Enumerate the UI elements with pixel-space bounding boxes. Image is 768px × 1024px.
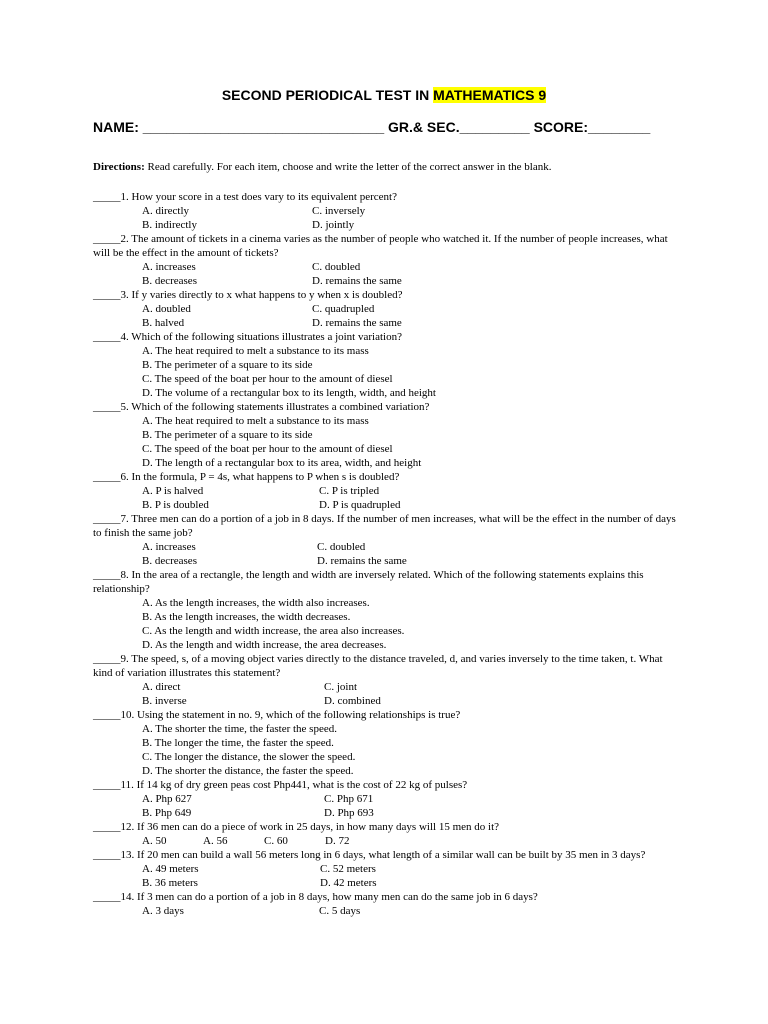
option: B. 36 meters — [142, 877, 198, 889]
question-stem: _____4. Which of the following situations illustrates a joint variation? — [93, 331, 402, 343]
options — [142, 680, 683, 708]
option: A. As the length increases, the width also increases. — [142, 597, 370, 609]
options — [142, 414, 683, 470]
option: D. The length of a rectangular box to its area, width, and height — [142, 457, 422, 469]
options — [142, 344, 683, 400]
options — [142, 484, 683, 512]
option: D. 72 — [325, 835, 350, 847]
option: C. P is tripled — [319, 485, 380, 497]
option: A. Php 627 — [142, 793, 192, 805]
directions — [93, 161, 551, 173]
question-5 — [93, 400, 683, 470]
option: A. directly — [142, 205, 190, 217]
question-stem: _____6. In the formula, P = 4s, what happens to P when s is doubled? — [93, 471, 400, 483]
question-stem: _____11. If 14 kg of dry green peas cost Php441, what is the cost of 22 kg of pulses? — [93, 779, 468, 791]
question-6 — [93, 470, 683, 512]
option: A. increases — [142, 261, 196, 273]
title-subject-highlight: MATHEMATICS 9 — [433, 87, 547, 103]
question-13 — [93, 848, 683, 890]
question-4 — [93, 330, 683, 400]
option: A. P is halved — [142, 485, 204, 497]
option: D. remains the same — [317, 555, 407, 567]
question-stem: _____5. Which of the following statements illustrates a combined variation? — [93, 401, 430, 413]
option: A. direct — [142, 681, 181, 693]
page-title — [0, 87, 768, 103]
question-stem: _____8. In the area of a rectangle, the length and width are inversely related. Which of the following statements explains this relationship? — [93, 569, 644, 595]
option: A. doubled — [142, 303, 191, 315]
question-2 — [93, 232, 683, 288]
option: D. combined — [324, 695, 381, 707]
question-stem: _____3. If y varies directly to x what happens to y when x is doubled? — [93, 289, 403, 301]
option: D. As the length and width increase, the area decreases. — [142, 639, 387, 651]
option: C. 5 days — [319, 905, 361, 917]
option: C. The speed of the boat per hour to the amount of diesel — [142, 373, 393, 385]
option: D. remains the same — [312, 275, 402, 287]
option: D. remains the same — [312, 317, 402, 329]
option: B. The perimeter of a square to its side — [142, 359, 313, 371]
option: B. The longer the time, the faster the speed. — [142, 737, 334, 749]
question-1 — [93, 190, 683, 232]
options — [142, 834, 683, 848]
option: C. 60 — [264, 835, 288, 847]
option: A. 50 — [142, 835, 167, 847]
question-8 — [93, 568, 683, 652]
option: B. decreases — [142, 555, 197, 567]
question-list — [93, 190, 683, 918]
option: B. As the length increases, the width decreases. — [142, 611, 351, 623]
option: C. 52 meters — [320, 863, 376, 875]
option: C. inversely — [312, 205, 366, 217]
option: A. The shorter the time, the faster the speed. — [142, 723, 337, 735]
option: A. increases — [142, 541, 196, 553]
option: D. P is quadrupled — [319, 499, 401, 511]
name-section-score-line: NAME: _______________________________ GR.& SEC._________ SCORE:________ — [93, 119, 651, 135]
question-10 — [93, 708, 683, 778]
option: C. joint — [324, 681, 358, 693]
option: A. 3 days — [142, 905, 184, 917]
question-stem: _____7. Three men can do a portion of a job in 8 days. If the number of men increases, what will be the effect in the number of days to finish the same job? — [93, 513, 676, 539]
option: D. The volume of a rectangular box to its length, width, and height — [142, 387, 436, 399]
option: B. inverse — [142, 695, 187, 707]
options — [142, 302, 683, 330]
option: C. quadrupled — [312, 303, 375, 315]
option: B. Php 649 — [142, 807, 192, 819]
option: A. The heat required to melt a substance to its mass — [142, 415, 369, 427]
option: C. Php 671 — [324, 793, 374, 805]
question-7 — [93, 512, 683, 568]
option: C. The speed of the boat per hour to the amount of diesel — [142, 443, 393, 455]
option: C. doubled — [317, 541, 366, 553]
directions-label: Directions: — [93, 161, 145, 173]
option: B. halved — [142, 317, 185, 329]
question-stem: _____9. The speed, s, of a moving object varies directly to the distance traveled, d, and varies inversely to the time taken, t. What kind of variation illustrates this statement? — [93, 653, 663, 679]
question-3 — [93, 288, 683, 330]
question-11 — [93, 778, 683, 820]
question-12 — [93, 820, 683, 848]
option: C. doubled — [312, 261, 361, 273]
option: A. 56 — [203, 835, 228, 847]
option: D. 42 meters — [320, 877, 377, 889]
options — [142, 722, 683, 778]
question-stem: _____10. Using the statement in no. 9, which of the following relationships is true? — [93, 709, 461, 721]
options — [142, 862, 683, 890]
directions-text: Read carefully. For each item, choose and write the letter of the correct answer in the blank. — [144, 161, 552, 173]
option: A. The heat required to melt a substance to its mass — [142, 345, 369, 357]
question-9 — [93, 652, 683, 708]
title-prefix: SECOND PERIODICAL TEST IN — [221, 87, 434, 103]
question-14 — [93, 890, 683, 918]
option: C. The longer the distance, the slower the speed. — [142, 751, 356, 763]
option: B. The perimeter of a square to its side — [142, 429, 313, 441]
options — [142, 792, 683, 820]
question-stem: _____2. The amount of tickets in a cinema varies as the number of people who watched it. If the number of people increases, what will be the effect in the amount of tickets? — [93, 233, 668, 259]
option: B. decreases — [142, 275, 197, 287]
question-stem: _____12. If 36 men can do a piece of work in 25 days, in how many days will 15 men do it? — [93, 821, 500, 833]
option: D. The shorter the distance, the faster the speed. — [142, 765, 354, 777]
question-stem: _____1. How your score in a test does vary to its equivalent percent? — [93, 191, 397, 203]
option: D. jointly — [312, 219, 355, 231]
options — [142, 540, 683, 568]
question-stem: _____14. If 3 men can do a portion of a job in 8 days, how many men can do the same job in 6 days? — [93, 891, 538, 903]
option: C. As the length and width increase, the area also increases. — [142, 625, 405, 637]
option: B. P is doubled — [142, 499, 209, 511]
option: D. Php 693 — [324, 807, 374, 819]
options — [142, 204, 683, 232]
options — [142, 596, 683, 652]
option: B. indirectly — [142, 219, 197, 231]
question-stem: _____13. If 20 men can build a wall 56 meters long in 6 days, what length of a similar wall can be built by 35 men in 3 days? — [93, 849, 646, 861]
option: A. 49 meters — [142, 863, 199, 875]
options — [142, 904, 683, 918]
options — [142, 260, 683, 288]
